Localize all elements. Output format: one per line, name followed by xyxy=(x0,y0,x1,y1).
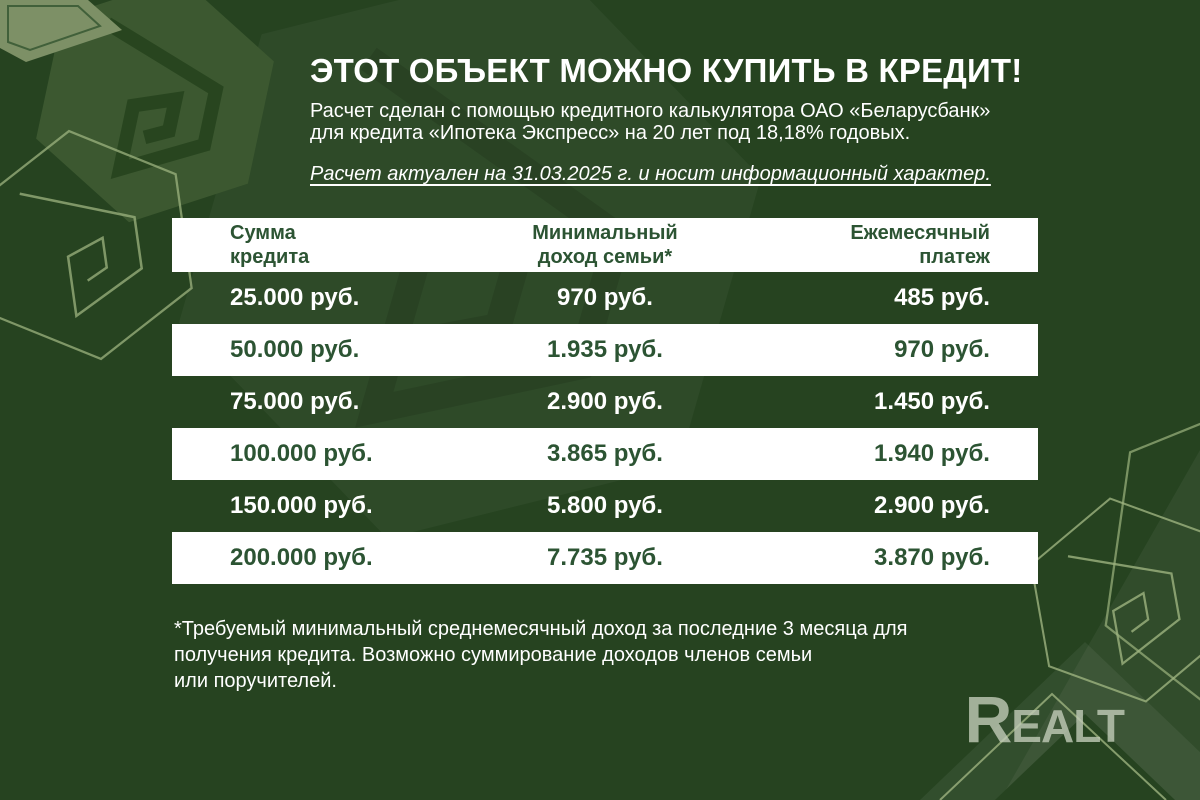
monthly-payment-value: 485 руб. xyxy=(894,284,990,311)
realt-logo: Realt xyxy=(964,682,1124,756)
column-header-monthly-payment: Ежемесячный платеж xyxy=(850,222,990,268)
min-income-value: 1.935 руб. xyxy=(547,336,663,363)
loan-amount-value: 150.000 руб. xyxy=(230,492,373,519)
table-row xyxy=(172,376,1038,428)
table-header-row xyxy=(172,218,1038,272)
table-row xyxy=(172,324,1038,376)
loan-amount-value: 25.000 руб. xyxy=(230,284,360,311)
monthly-payment-value: 3.870 руб. xyxy=(874,544,990,571)
loan-amount-value: 100.000 руб. xyxy=(230,440,373,467)
loan-amount-value: 200.000 руб. xyxy=(230,544,373,571)
min-income-value: 970 руб. xyxy=(557,284,653,311)
monthly-payment-value: 1.940 руб. xyxy=(874,440,990,467)
monthly-payment-value: 970 руб. xyxy=(894,336,990,363)
column-header-loan-amount: Сумма кредита xyxy=(230,222,310,268)
min-income-value: 7.735 руб. xyxy=(547,544,663,571)
description-line-2: для кредита «Ипотека Экспресс» на 20 лет под 18,18% годовых. xyxy=(310,122,911,144)
table-row xyxy=(172,532,1038,584)
loan-amount-value: 50.000 руб. xyxy=(230,336,360,363)
table-row xyxy=(172,272,1038,324)
credit-table xyxy=(172,218,1038,584)
description xyxy=(310,100,990,144)
column-header-min-income: Минимальный доход семьи* xyxy=(532,222,678,268)
footnote-line-2: получения кредита. Возможно суммирование доходов членов семьи xyxy=(174,644,813,666)
footnote xyxy=(174,616,908,694)
monthly-payment-value: 1.450 руб. xyxy=(874,388,990,415)
min-income-value: 3.865 руб. xyxy=(547,440,663,467)
page-title: ЭТОТ ОБЪЕКТ МОЖНО КУПИТЬ В КРЕДИТ! xyxy=(310,52,1023,89)
table-row xyxy=(172,428,1038,480)
description-line-1: Расчет сделан с помощью кредитного калькулятора ОАО «Беларусбанк» xyxy=(310,100,991,122)
disclaimer: Расчет актуален на 31.03.2025 г. и носит информационный характер. xyxy=(310,163,991,185)
table-row xyxy=(172,480,1038,532)
footnote-line-3: или поручителей. xyxy=(174,670,337,692)
loan-amount-value: 75.000 руб. xyxy=(230,388,360,415)
monthly-payment-value: 2.900 руб. xyxy=(874,492,990,519)
footnote-line-1: *Требуемый минимальный среднемесячный доход за последние 3 месяца для xyxy=(174,618,908,640)
min-income-value: 5.800 руб. xyxy=(547,492,663,519)
min-income-value: 2.900 руб. xyxy=(547,388,663,415)
